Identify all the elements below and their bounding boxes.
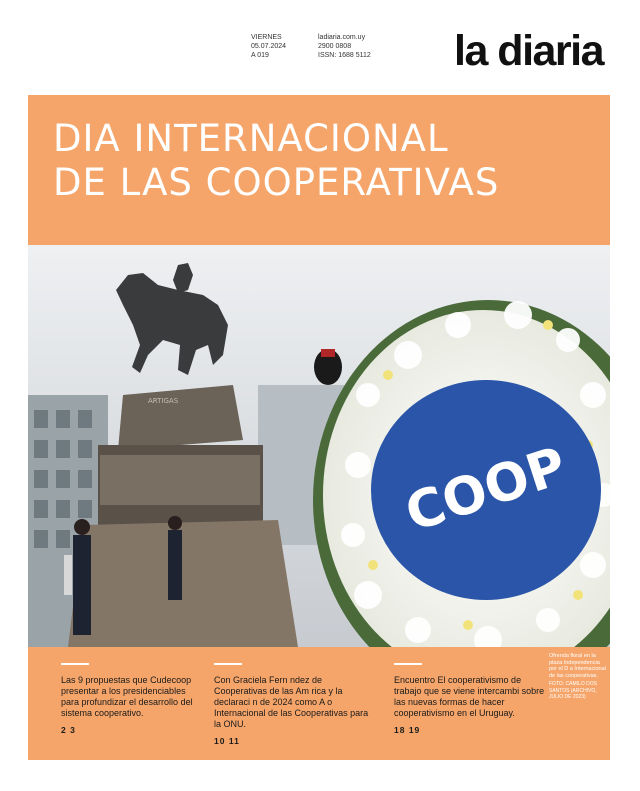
issn: ISSN: 1688 5112 (318, 52, 371, 59)
photo-credit: FOTO: CAMILO DOS SANTOS (ARCHIVO, JULIO DE 2023) (549, 681, 597, 700)
page-numbers: 10 11 (214, 736, 240, 746)
masthead (0, 0, 640, 92)
date: 05.07.2024 (251, 43, 287, 50)
headline-line-2: DE LAS COOPERATIVAS (53, 161, 500, 204)
issue-number: A 019 (251, 52, 269, 59)
headline (53, 117, 499, 205)
page-numbers: 18 19 (394, 725, 421, 735)
headline-banner (28, 95, 610, 245)
story-text: Con Graciela Fern ndez de Cooperativas de las Am rica y la declaraci n de 2024 como A o Internacional de las Cooperativas para la ONU. (214, 675, 369, 729)
divider (394, 663, 422, 665)
contact-info (318, 33, 371, 60)
wreath-text: COOP (398, 436, 574, 544)
photo-caption (549, 653, 607, 701)
story-teaser[interactable] (394, 663, 549, 736)
story-text: Encuentro El cooperativismo de trabajo que se viene intercambi sobre las nuevas formas de hacer cooperativismo en el Uruguay. (394, 675, 545, 718)
divider (61, 663, 89, 665)
phone: 2900 0808 (318, 43, 352, 50)
cover-photo (28, 245, 610, 647)
page-numbers: 2 3 (61, 725, 76, 735)
issue-info (251, 33, 286, 60)
story-teaser[interactable] (214, 663, 374, 747)
cover-photo-illustration (28, 245, 610, 647)
story-teaser[interactable] (61, 663, 201, 736)
headline-line-1: DIA INTERNACIONAL (53, 117, 449, 160)
story-text: Las 9 propuestas que Cudecoop presentar a los presidenciables para profundizar el desarrollo del sistema cooperativo. (61, 675, 193, 718)
website-link[interactable]: ladiaria.com.uy (318, 34, 366, 41)
plaque-text: ARTIGAS (148, 397, 179, 405)
day: VIERNES (251, 34, 282, 41)
divider (214, 663, 242, 665)
caption-text: Ofrenda floral en la plaza Independencia por el D a Internacional de las cooperativas. (549, 653, 606, 679)
logo: la diaria (454, 27, 604, 75)
footer-teasers (28, 647, 610, 760)
